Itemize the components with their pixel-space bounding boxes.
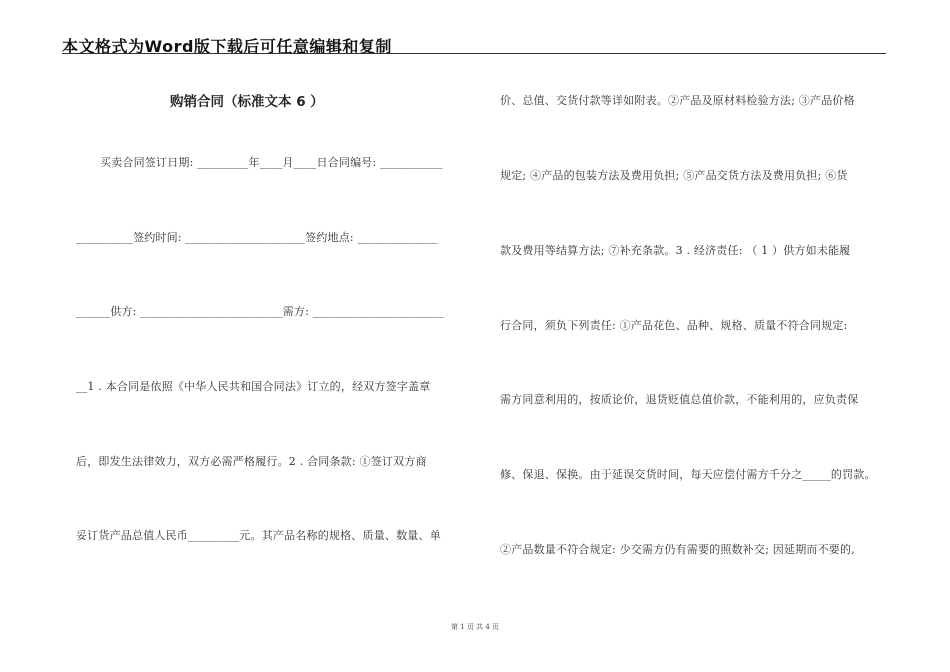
paragraph-line: __1 . 本合同是依照《中华人民共和国合同法》订立的，经双方签字盖章 <box>76 380 431 393</box>
paragraph-line: 修、保退、保换。由于延误交货时间，每天应偿付需方千分之_____的罚款。 <box>500 468 876 481</box>
paragraph-line: 款及费用等结算方法; ⑦补充条款。3 . 经济责任: （ 1 ）供方如未能履 <box>500 244 851 257</box>
paragraph-line: ②产品数量不符合规定: 少交需方仍有需要的照数补交; 因延期而不要的, <box>500 543 855 556</box>
paragraph-line: 行合同，须负下列责任: ①产品花色、品种、规格、质量不符合同规定: <box>500 319 848 332</box>
page-number: 第 1 页 共 4 页 <box>450 623 500 631</box>
paragraph-line: 后，即发生法律效力，双方必需严格履行。2 . 合同条款: ①签订双方商 <box>76 455 427 468</box>
banner-divider <box>62 53 886 54</box>
paragraph-line: 买卖合同签订日期: _________年____月____日合同编号: ___________ <box>100 156 443 169</box>
paragraph-line: 价、总值、交货付款等详如附表。②产品及原材料检验方法; ③产品价格 <box>500 94 855 107</box>
paragraph-line: __________签约时间: _____________________签约地点: ______________ <box>76 231 438 244</box>
paragraph-line: ______供方: _________________________需方: _______________________ <box>76 305 444 318</box>
paragraph-line: 规定; ④产品的包装方法及费用负担; ⑤产品交货方法及费用负担; ⑥货 <box>500 169 848 182</box>
paragraph-line: 需方同意利用的，按质论价，退货贬值总值价款，不能利用的，应负责保 <box>500 393 859 406</box>
paragraph-line: 妥订货产品总值人民币_________元。其产品名称的规格、质量、数量、单 <box>76 529 441 542</box>
document-banner: 本文格式为Word版下载后可任意编辑和复制 <box>62 37 392 56</box>
document-title: 购销合同（标准文本 6 ） <box>170 94 324 110</box>
